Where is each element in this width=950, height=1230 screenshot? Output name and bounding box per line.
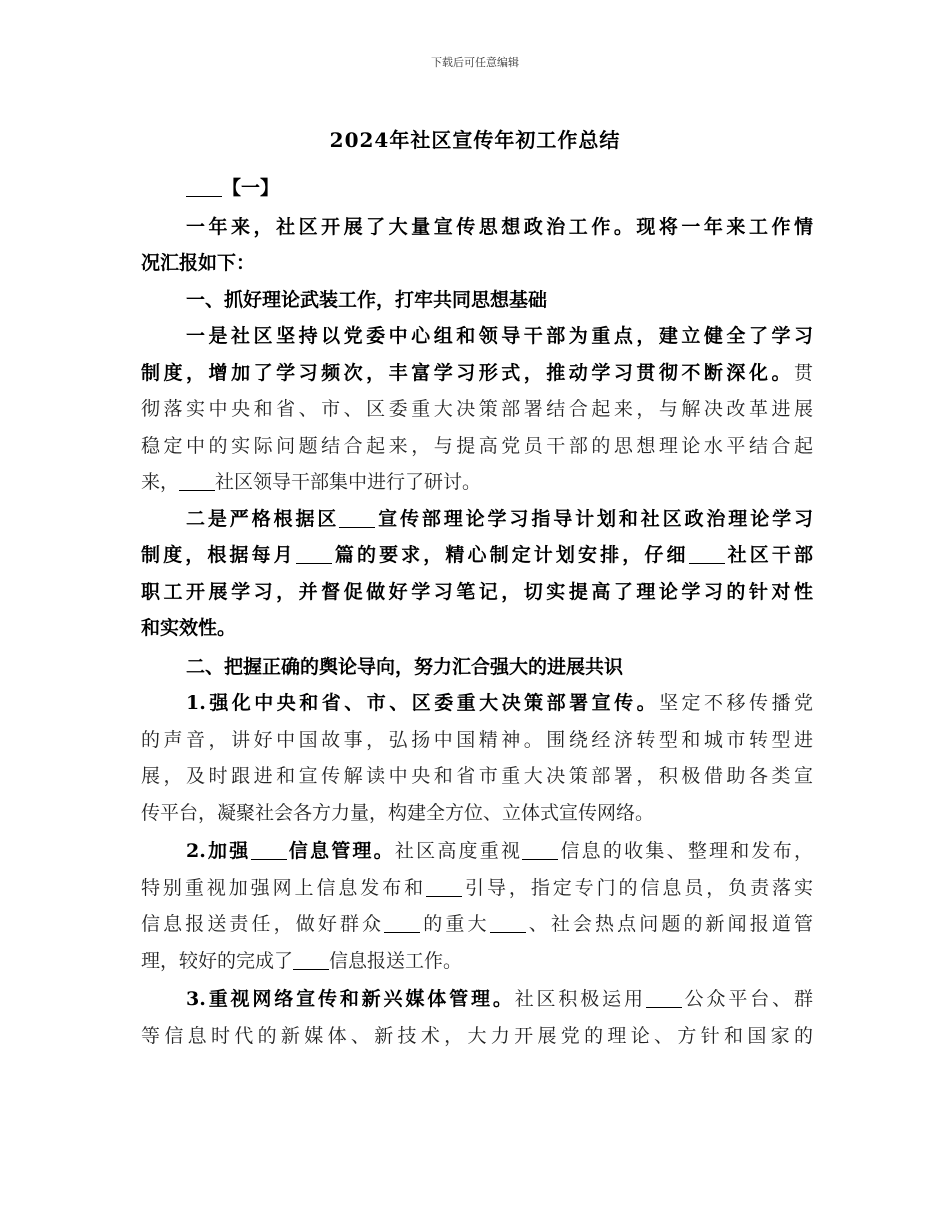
bold-text-run: 和实效性。 (141, 617, 237, 639)
text-line-16 (141, 758, 813, 795)
normal-text-run: 社区高度重视 (394, 840, 523, 862)
bold-text-run: 3.重视网络宣传和新兴媒体管理。 (186, 988, 515, 1010)
normal-text-run: 的重大 (420, 913, 490, 935)
section-marker: 【一】 (222, 177, 280, 199)
text-line-14 (141, 685, 813, 722)
text-line-2 (141, 245, 813, 282)
fill-blank (179, 471, 215, 491)
text-line-19 (141, 870, 813, 907)
fill-blank (293, 950, 329, 970)
document-title: 2024年社区宣传年初工作总结 (329, 128, 621, 152)
text-line-10 (141, 537, 813, 574)
text-line-13 (141, 649, 813, 686)
normal-text-run: 社区积极运用 (514, 988, 646, 1010)
normal-text-run: 特别重视加强网上信息发布和 (141, 876, 427, 899)
bold-text-run: 况汇报如下： (141, 252, 256, 274)
normal-text-run: 的声音，讲好中国故事，弘扬中国精神。围绕经济转型和城市转型进 (141, 728, 813, 751)
text-line-6 (141, 391, 813, 428)
normal-text-run: 引导，指定专门的信息员，负责落实 (462, 876, 813, 899)
page-header-note: 下载后可任意编辑 (431, 56, 519, 69)
paragraph-lines (141, 209, 813, 1055)
text-line-12 (141, 610, 813, 647)
normal-text-run: 稳定中的实际问题结合起来，与提高党员干部的思想理论水平结合起 (141, 434, 813, 457)
fill-blank (251, 840, 287, 860)
normal-text-run: 贯 (793, 361, 813, 384)
fill-blank (384, 913, 420, 933)
fill-blank (522, 840, 558, 860)
text-line-23 (141, 1018, 813, 1055)
text-line-5 (141, 355, 813, 392)
text-line-3 (141, 282, 813, 319)
document-body (141, 170, 813, 1054)
text-line-21 (141, 943, 813, 980)
text-line-20 (141, 906, 813, 943)
bold-text-run: 2.加强 (186, 840, 251, 862)
text-line-17 (141, 795, 813, 832)
fill-blank (646, 988, 682, 1008)
bold-text-run: 二是严格根据区 (186, 507, 340, 530)
normal-text-run: 彻落实中央和省、市、区委重大决策部署结合起来，与解决改革进展 (141, 398, 813, 420)
fill-blank (186, 177, 222, 197)
bold-text-run: 篇的要求，精心制定计划安排，仔细 (331, 544, 689, 566)
bold-text-run: 一、抓好理论武装工作，打牢共同思想基础 (186, 288, 548, 311)
bold-text-run: 一是社区坚持以党委中心组和领导干部为重点，建立健全了学习 (186, 325, 813, 347)
bold-text-run: 宣传部理论学习指导计划和社区政治理论学习 (375, 507, 813, 530)
bold-text-run: 社区干部 (724, 544, 813, 566)
normal-text-run: 等信息时代的新媒体、新技术，大力开展党的理论、方针和国家的 (141, 1024, 813, 1047)
bold-text-run: 职工开展学习，并督促做好学习笔记，切实提高了理论学习的针对性 (141, 580, 813, 603)
normal-text-run: 信息报送责任，做好群众 (141, 913, 385, 935)
normal-text-run: 展，及时跟进和宣传解读中央和省市重大决策部署，积极借助各类宣 (141, 765, 813, 787)
bold-text-run: 信息管理。 (286, 840, 395, 862)
fill-blank (689, 544, 725, 564)
normal-text-run: 来， (141, 471, 180, 493)
text-line-4 (141, 318, 813, 355)
normal-text-run: 公众平台、群 (681, 988, 813, 1010)
text-line-22 (141, 981, 813, 1018)
text-line-11 (141, 574, 813, 611)
fill-blank (426, 877, 462, 897)
bold-text-run: 一年来，社区开展了大量宣传思想政治工作。现将一年来工作情 (186, 215, 813, 238)
fill-blank (490, 913, 526, 933)
text-line-8 (141, 464, 813, 501)
fill-blank (339, 508, 375, 528)
bold-text-run: 二、把握正确的舆论导向，努力汇合强大的进展共识 (186, 655, 624, 678)
normal-text-run: 信息的收集、整理和发布， (558, 840, 813, 862)
normal-text-run: 理，较好的完成了 (141, 949, 294, 972)
normal-text-run: 传平台，凝聚社会各方力量，构建全方位、立体式宣传网络。 (141, 801, 655, 824)
normal-text-run: 、社会热点问题的新闻报道管 (525, 913, 813, 935)
text-line-18 (141, 833, 813, 870)
text-line-1 (141, 209, 813, 246)
fill-blank (296, 544, 332, 564)
bold-text-run: 制度，增加了学习频次，丰富学习形式，推动学习贯彻不断深化。 (141, 361, 794, 384)
normal-text-run: 信息报送工作。 (329, 949, 463, 972)
bold-text-run: 制度，根据每月 (141, 544, 296, 566)
normal-text-run: 坚定不移传播党 (659, 692, 813, 714)
text-line-7 (141, 428, 813, 465)
section-marker-line (141, 170, 813, 207)
text-line-9 (141, 501, 813, 538)
normal-text-run: 社区领导干部集中进行了研讨。 (215, 471, 482, 493)
text-line-15 (141, 722, 813, 759)
bold-text-run: 1.强化中央和省、市、区委重大决策部署宣传。 (186, 692, 660, 714)
